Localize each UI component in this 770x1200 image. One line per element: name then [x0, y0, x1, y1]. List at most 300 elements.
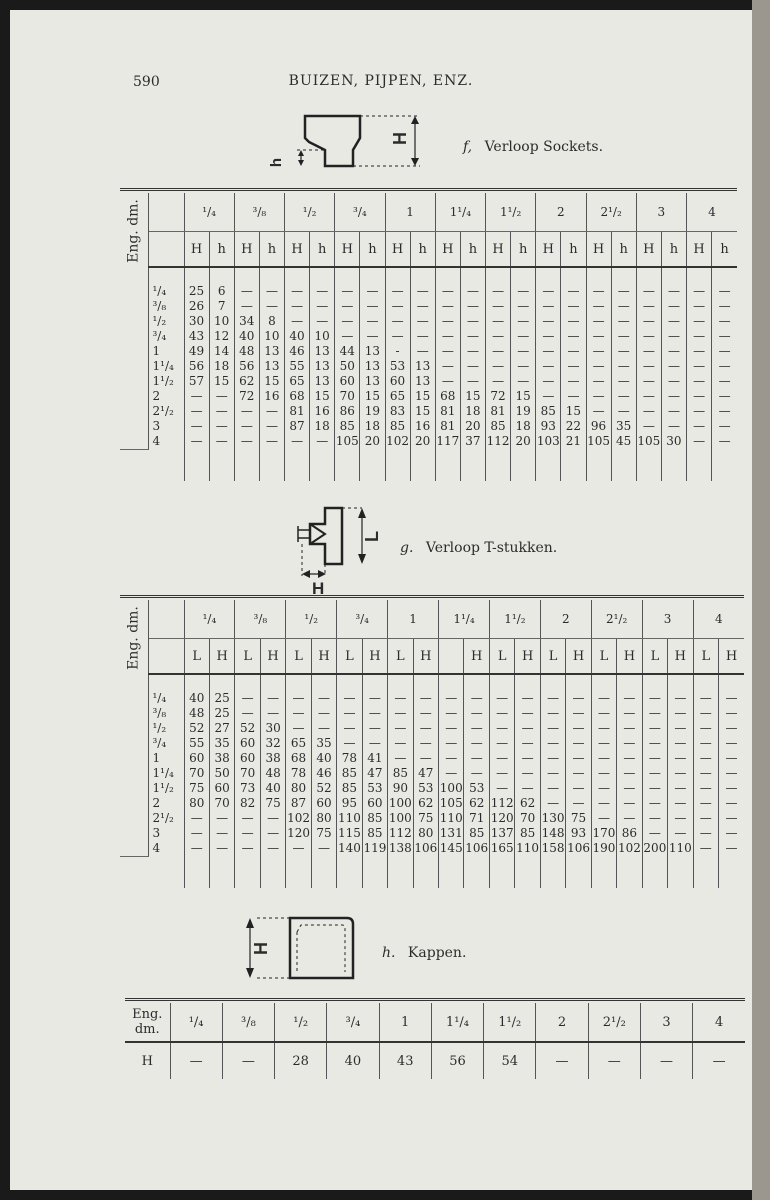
sockets-size-header: ³/₈	[234, 193, 284, 232]
sockets-tail-cell	[435, 449, 460, 481]
tstukken-cell: —	[668, 781, 693, 796]
sockets-row-label: 2	[148, 389, 184, 404]
sockets-cell: —	[718, 284, 731, 298]
tstukken-cell: —	[617, 811, 642, 826]
tstukken-cell: —	[209, 841, 234, 856]
sockets-row	[120, 434, 737, 449]
tstukken-cell: 115	[337, 826, 361, 840]
sockets-cell: —	[184, 434, 209, 449]
sockets-cell: 105	[637, 434, 661, 448]
tstukken-spacer-cell	[439, 674, 464, 691]
tstukken-cell: —	[617, 721, 642, 736]
tstukken-tail-cell	[120, 856, 148, 888]
sockets-subcol-header: h	[360, 232, 385, 268]
sockets-cell: —	[410, 344, 435, 359]
tstukken-cell: —	[209, 811, 234, 826]
tstukken-cell: —	[693, 736, 718, 751]
tstukken-cell: 80	[286, 781, 311, 796]
tstukken-cell: —	[464, 751, 489, 766]
sockets-cell: 93	[536, 419, 561, 434]
tstukken-cell: 62	[515, 796, 540, 811]
tstukken-tail-cell	[515, 856, 540, 888]
tstukken-cell: —	[668, 736, 693, 751]
tstukken-cell: 38	[260, 751, 285, 766]
sockets-cell: 102	[386, 434, 410, 448]
sockets-cell: 20	[360, 434, 385, 449]
sockets-cell: —	[561, 299, 586, 314]
sockets-row-label: ¹/₄	[148, 284, 184, 299]
sockets-cell: —	[209, 419, 234, 434]
sockets-row-label: 3	[148, 419, 184, 434]
tstukken-cell: —	[540, 706, 565, 721]
sockets-cell: —	[586, 374, 611, 389]
sockets-cell: 15	[561, 404, 586, 419]
sockets-cell: 43	[184, 329, 209, 344]
tstukken-row	[120, 721, 744, 736]
tstukken-cell: —	[337, 706, 362, 721]
tstukken-row-label: 4	[148, 841, 184, 856]
tstukken-cell: 190	[592, 841, 616, 855]
sockets-cell: —	[460, 359, 485, 374]
sockets-cell: —	[486, 284, 511, 299]
tstukken-spacer-row	[120, 674, 744, 691]
tstukken-cell: 95	[337, 796, 362, 811]
sockets-cell: 87	[285, 419, 310, 434]
tstukken-cell: 30	[260, 721, 285, 736]
sockets-spacer-cell	[259, 267, 284, 284]
tstukken-cell: —	[668, 751, 693, 766]
tstukken-row	[120, 841, 744, 856]
sockets-cell: —	[718, 374, 731, 388]
sockets-row-header-cell	[120, 193, 148, 449]
tstukken-cell: —	[439, 706, 464, 721]
tstukken-cell: —	[591, 811, 616, 826]
tstukken-cell: —	[489, 691, 514, 706]
sockets-cell: —	[234, 419, 259, 434]
sockets-cell: —	[586, 344, 611, 359]
tstukken-cell: —	[413, 751, 438, 766]
sockets-cell: 117	[436, 434, 460, 448]
tstukken-cell: —	[566, 796, 591, 811]
sockets-cell: 10	[209, 314, 234, 329]
tstukken-cell: 40	[184, 691, 209, 706]
tstukken-tail-cell	[693, 856, 718, 888]
page-number: 590	[133, 74, 160, 90]
sockets-cell: 85	[385, 419, 410, 434]
sockets-cell: —	[360, 299, 385, 314]
sockets-spacer-cell	[360, 267, 385, 284]
sockets-subcol-header: H	[586, 232, 611, 268]
sockets-cell: —	[360, 284, 385, 299]
tstukken-size-header: ³/₈	[235, 600, 286, 639]
sockets-cell: —	[636, 344, 661, 359]
tstukken-tail-cell	[311, 856, 336, 888]
sockets-cell: —	[209, 434, 234, 449]
tstukken-cell: —	[566, 721, 591, 736]
tstukken-cell: 158	[541, 841, 565, 855]
sockets-row-header: Eng. dm.	[125, 199, 142, 263]
tstukken-cell: —	[362, 706, 387, 721]
tstukken-cell: —	[617, 706, 642, 721]
sockets-cell: 15	[410, 404, 435, 419]
kappen-cell: —	[222, 1042, 274, 1079]
sockets-cell: —	[561, 329, 586, 344]
tstukken-cell: —	[464, 691, 489, 706]
tstukken-row-label: 1¹/₄	[148, 766, 184, 781]
sockets-cell: —	[687, 419, 712, 434]
tstukken-cell: —	[725, 691, 738, 705]
sockets-cell: —	[661, 314, 686, 329]
tstukken-cell: 120	[490, 811, 514, 825]
sockets-cell: —	[385, 314, 410, 329]
sockets-row-label: ³/₈	[148, 299, 184, 314]
sockets-tail-cell	[310, 449, 335, 481]
kappen-size-header: ³/₈	[222, 1003, 274, 1042]
tstukken-cell: —	[413, 721, 438, 736]
sockets-cell: —	[718, 299, 731, 313]
sockets-spacer-cell	[636, 267, 661, 284]
tstukken-cell: 60	[311, 796, 336, 811]
sockets-cell: —	[561, 284, 586, 299]
sockets-subcol-header: H	[285, 232, 310, 268]
tstukken-cell: —	[725, 781, 738, 795]
sockets-cell: 15	[209, 374, 234, 389]
sockets-cell: —	[687, 404, 712, 419]
sockets-cell: —	[687, 299, 712, 314]
sockets-subcol-header: H	[234, 232, 259, 268]
sockets-subcol-header: H	[385, 232, 410, 268]
sockets-cell: 26	[184, 299, 209, 314]
sockets-cell: 45	[611, 434, 636, 449]
sockets-cell: 30	[661, 434, 686, 449]
tstukken-spacer-cell	[642, 674, 667, 691]
kappen-cell: —	[536, 1042, 588, 1079]
sockets-cell: —	[611, 299, 636, 314]
tstukken-cell: 41	[362, 751, 387, 766]
tstukken-cell: 60	[235, 751, 260, 766]
sockets-tail-cell	[259, 449, 284, 481]
sockets-cell: —	[661, 389, 686, 404]
sockets-spacer-cell	[586, 267, 611, 284]
tstukken-cell: —	[642, 721, 667, 736]
sockets-tail-cell	[661, 449, 686, 481]
tstukken-spacer-cell	[362, 674, 387, 691]
kappen-header-row	[125, 1003, 745, 1042]
sockets-cell: —	[511, 374, 536, 389]
sockets-cell: —	[687, 329, 712, 344]
sockets-cell: 18	[360, 419, 385, 434]
kappen-cell: 56	[431, 1042, 483, 1079]
tstukken-cell: —	[235, 691, 260, 706]
sockets-tail-cell	[687, 449, 712, 481]
sockets-cell: 13	[310, 344, 335, 359]
tstukken-cell: —	[260, 706, 285, 721]
sockets-cell: —	[385, 284, 410, 299]
tstukken-cell: 112	[388, 826, 412, 840]
tstukken-cell: —	[515, 781, 540, 796]
tstukken-cell: —	[617, 691, 642, 706]
sockets-cell: —	[209, 404, 234, 419]
tstukken-cell: 110	[668, 841, 692, 855]
sockets-cell: —	[687, 389, 712, 404]
tstukken-cell: —	[642, 781, 667, 796]
tstukken-tail-cell	[184, 856, 209, 888]
tstukken-subcol-header: H	[668, 639, 693, 675]
sockets-cell: —	[636, 404, 661, 419]
tstukken-cell: 60	[235, 736, 260, 751]
tstukken-cell: —	[693, 781, 718, 796]
sockets-cell: —	[435, 374, 460, 389]
tstukken-tail-row	[120, 856, 744, 888]
tstukken-cell: —	[642, 796, 667, 811]
tstukken-cell: —	[617, 736, 642, 751]
tstukken-subcol-header: L	[540, 639, 565, 675]
tstukken-subcol-header: L	[642, 639, 667, 675]
sockets-cell: 72	[486, 389, 511, 404]
sockets-cell: —	[435, 329, 460, 344]
tstukken-cell: 47	[362, 766, 387, 781]
tstukken-spacer-cell	[515, 674, 540, 691]
sockets-tail-cell	[234, 449, 259, 481]
tstukken-cell: —	[311, 706, 336, 721]
tstukken-spacer-cell	[337, 674, 362, 691]
tstukken-cell: 75	[566, 811, 591, 826]
tstukken-cell: —	[642, 811, 667, 826]
tstukken-cell: —	[515, 736, 540, 751]
tstukken-cell: 110	[439, 811, 463, 825]
tstukken-cell: —	[693, 826, 718, 841]
tstukken-row	[120, 751, 744, 766]
running-title: BUIZEN, PIJPEN, ENZ.	[288, 73, 474, 89]
tstukken-spacer-cell	[591, 674, 616, 691]
tstukken-cell: 106	[414, 841, 438, 855]
tstukken-cell: 48	[260, 766, 285, 781]
tstukken-cell: —	[668, 721, 693, 736]
tstukken-cell: 170	[592, 826, 616, 840]
sockets-cell: —	[611, 389, 636, 404]
sockets-subcol-header: H	[335, 232, 360, 268]
tstukken-row-label: 1¹/₂	[148, 781, 184, 796]
tstukken-cell: —	[388, 706, 413, 721]
sockets-cell: —	[561, 344, 586, 359]
sockets-size-header: ¹/₂	[285, 193, 335, 232]
tstukken-cell: —	[464, 706, 489, 721]
sockets-spacer-cell	[435, 267, 460, 284]
tstukken-spacer-cell	[668, 674, 693, 691]
sockets-tail-cell	[460, 449, 485, 481]
sockets-cell: —	[410, 299, 435, 314]
sockets-row-label: 1¹/₂	[148, 374, 184, 389]
tstukken-cell: —	[515, 706, 540, 721]
tstukken-cell: —	[235, 841, 260, 856]
sockets-cell: 13	[360, 344, 385, 359]
sockets-cell: 15	[410, 389, 435, 404]
tstukken-cell: —	[286, 691, 311, 706]
sockets-tail-cell	[209, 449, 234, 481]
sockets-tail-cell	[148, 449, 184, 481]
sockets-cell: —	[611, 404, 636, 419]
tstukken-subcol-header: L	[489, 639, 514, 675]
sockets-cell: —	[586, 404, 611, 419]
sockets-cell: 70	[335, 389, 360, 404]
sockets-subcol-header: h	[712, 232, 737, 268]
tstukken-tail-cell	[413, 856, 438, 888]
tstukken-cell: —	[540, 691, 565, 706]
sockets-cell: 25	[184, 284, 209, 299]
tstukken-tail-cell	[591, 856, 616, 888]
sockets-cell: —	[460, 314, 485, 329]
tstukken-cell: 106	[465, 841, 489, 855]
tstukken-subcol-header: L	[337, 639, 362, 675]
sockets-size-header: ³/₄	[335, 193, 385, 232]
sockets-subcol-header: h	[310, 232, 335, 268]
sockets-cell: —	[385, 329, 410, 344]
sockets-cell: 49	[184, 344, 209, 359]
sockets-cell: 7	[209, 299, 234, 314]
tstukken-cell: 85	[515, 826, 540, 841]
kappen-cell: 54	[484, 1042, 536, 1079]
tstukken-cell: —	[566, 781, 591, 796]
sockets-size-header: ¹/₄	[184, 193, 234, 232]
tstukken-cell: 52	[311, 781, 336, 796]
tstukken-cell: 85	[362, 826, 387, 841]
kappen-size-header: ¹/₄	[170, 1003, 222, 1042]
sockets-row	[120, 344, 737, 359]
tstukken-cell: —	[439, 766, 464, 781]
tstukken-spacer-cell	[286, 674, 311, 691]
tstukken-size-header: 3	[642, 600, 693, 639]
sockets-size-header: 3	[636, 193, 686, 232]
sockets-cell: 22	[561, 419, 586, 434]
sockets-cell: 10	[310, 329, 335, 344]
sockets-cell: —	[661, 374, 686, 389]
tstukken-spacer-cell	[489, 674, 514, 691]
sockets-cell: —	[687, 434, 712, 449]
tstukken-cell: —	[439, 721, 464, 736]
tstukken-size-header: 1¹/₄	[439, 600, 490, 639]
sockets-cell: —	[511, 299, 536, 314]
sockets-row	[120, 419, 737, 434]
tstukken-cell: 52	[235, 721, 260, 736]
tstukken-row	[120, 796, 744, 811]
tstukken-cell: —	[388, 721, 413, 736]
tstukken-spacer-cell	[413, 674, 438, 691]
tstukken-cell: 137	[490, 826, 514, 840]
sockets-cell: 13	[310, 374, 335, 389]
caption-h-letter: h.	[382, 945, 396, 961]
sockets-cell: —	[335, 284, 360, 299]
tstukken-spacer-cell	[693, 674, 718, 691]
sockets-size-header: 1	[385, 193, 435, 232]
tstukken-cell: 32	[260, 736, 285, 751]
tstukken-size-header-row	[120, 600, 744, 639]
sockets-tail-cell	[561, 449, 586, 481]
sockets-row	[120, 389, 737, 404]
tstukken-cell: 145	[439, 841, 463, 855]
sockets-size-header: 2	[536, 193, 586, 232]
sockets-row	[120, 284, 737, 299]
sockets-subcol-header: H	[184, 232, 209, 268]
tstukken-tail-cell	[388, 856, 413, 888]
tstukken-cell: —	[693, 706, 718, 721]
sockets-cell: —	[611, 359, 636, 374]
sockets-tail-cell	[586, 449, 611, 481]
sockets-cell: —	[184, 404, 209, 419]
tstukken-cell: —	[725, 736, 738, 750]
tstukken-cell: —	[184, 811, 209, 826]
tstukken-spacer-cell	[148, 674, 184, 691]
tstukken-cell: 102	[287, 811, 310, 825]
sockets-cell: —	[687, 374, 712, 389]
sockets-tail-cell	[360, 449, 385, 481]
sockets-cell: —	[718, 344, 731, 358]
sockets-cell: —	[285, 299, 310, 314]
sockets-cell: —	[687, 359, 712, 374]
tstukken-cell: —	[540, 721, 565, 736]
sockets-cell: 13	[410, 374, 435, 389]
sockets-size-header: 2¹/₂	[586, 193, 636, 232]
sockets-spacer-cell	[687, 267, 712, 284]
sockets-cell: 18	[460, 404, 485, 419]
tstukken-cell: —	[591, 691, 616, 706]
tstukken-cell: 50	[209, 766, 234, 781]
tstukken-spacer-cell	[540, 674, 565, 691]
sockets-cell: —	[536, 314, 561, 329]
sockets-cell: —	[536, 344, 561, 359]
sockets-cell: 15	[360, 389, 385, 404]
sockets-subcol-header: H	[687, 232, 712, 268]
sockets-cell: —	[611, 344, 636, 359]
tstukken-cell: 47	[413, 766, 438, 781]
tstukken-cell: 70	[515, 811, 540, 826]
sockets-tail-cell	[636, 449, 661, 481]
tstukken-cell: 82	[235, 796, 260, 811]
tstukken-cell: —	[725, 796, 738, 810]
tstukken-cell: 53	[464, 781, 489, 796]
sockets-cell: 20	[410, 434, 435, 449]
tee-L-label: L	[362, 531, 382, 542]
sockets-cell: —	[460, 284, 485, 299]
sockets-cell: 15	[310, 389, 335, 404]
tstukken-cell: —	[515, 721, 540, 736]
sockets-cell: —	[259, 419, 284, 434]
tstukken-subcol-header: H	[311, 639, 336, 675]
sockets-subcol-header: H	[636, 232, 661, 268]
caption-g	[400, 540, 557, 556]
tstukken-cell: —	[235, 811, 260, 826]
sockets-subcol-header: h	[209, 232, 234, 268]
tstukken-cell: —	[439, 751, 464, 766]
tstukken-tail-cell	[540, 856, 565, 888]
sockets-spacer-cell	[536, 267, 561, 284]
kappen-size-header: ³/₄	[327, 1003, 379, 1042]
tstukken-cell: —	[642, 826, 667, 841]
sockets-cell: —	[234, 434, 259, 449]
sockets-cell: —	[209, 389, 234, 404]
tstukken-cell: 38	[209, 751, 234, 766]
sockets-spacer-cell	[234, 267, 259, 284]
tstukken-cell: —	[286, 706, 311, 721]
tstukken-cell: —	[725, 841, 738, 855]
kappen-size-header: 1	[379, 1003, 431, 1042]
sockets-cell: —	[536, 299, 561, 314]
sockets-tail-cell	[285, 449, 310, 481]
sockets-cell: 105	[335, 434, 359, 448]
tstukken-cell: —	[693, 796, 718, 811]
tstukken-cell: —	[642, 751, 667, 766]
sockets-cell: 16	[259, 389, 284, 404]
tstukken-cell: —	[642, 691, 667, 706]
